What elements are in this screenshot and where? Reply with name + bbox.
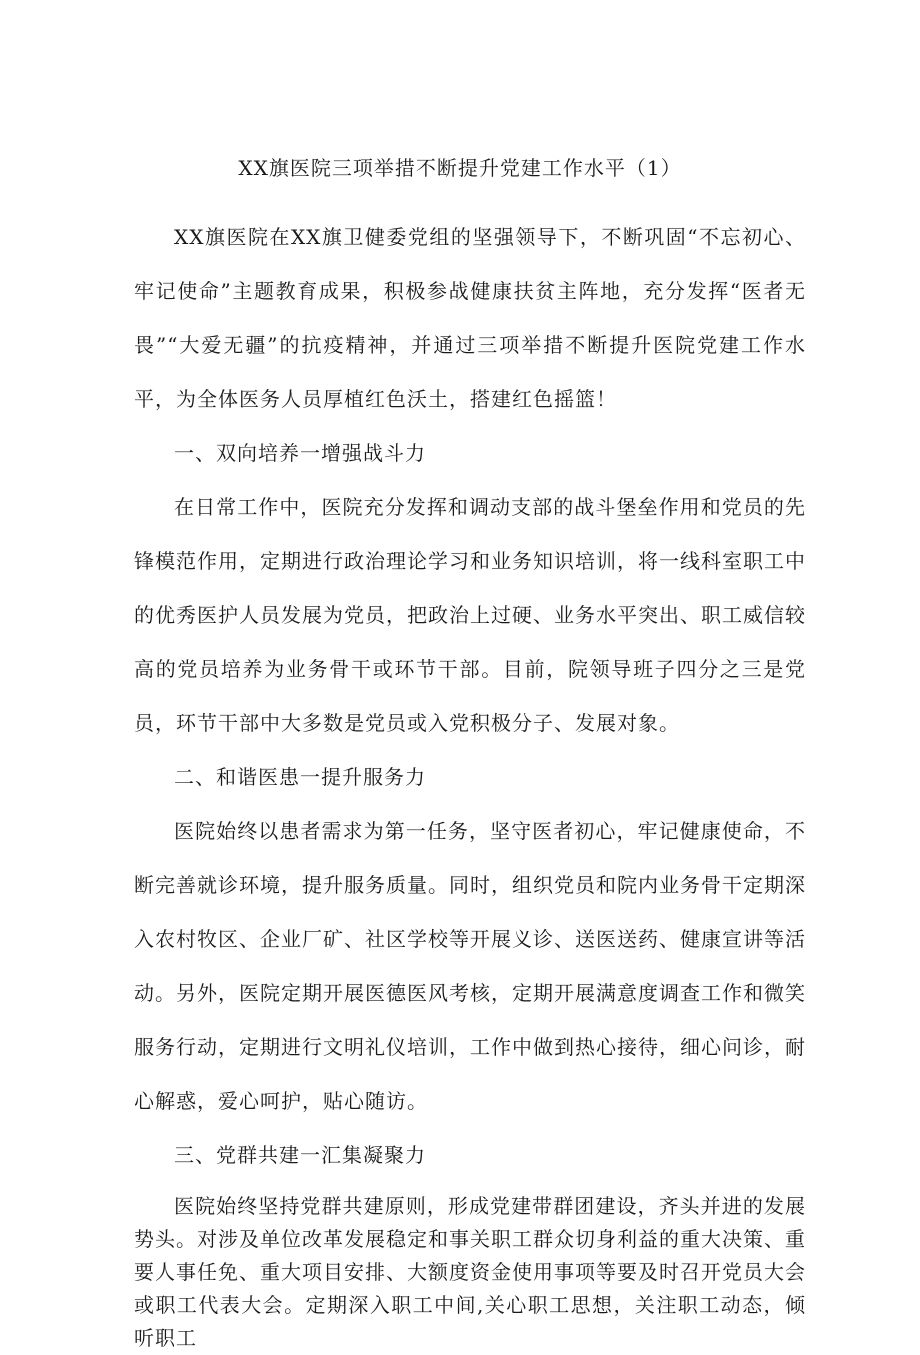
- section-body-3: 医院始终坚持党群共建原则，形成党建带群团建设，齐头并进的发展势头。对涉及单位改革发展稳定和事关职工群众切身利益的重大决策、重要人事任免、重大项目安排、大额度资金使用事项等要及时召开党员大会或职工代表大会。定期深入职工中间,关心职工思想，关注职工动态，倾听职工: [134, 1194, 806, 1350]
- section-body-1: 在日常工作中，医院充分发挥和调动支部的战斗堡垒作用和党员的先锋模范作用，定期进行政治理论学习和业务知识培训，将一线科室职工中的优秀医护人员发展为党员，把政治上过硬、业务水平突出、职工威信较高的党员培养为业务骨干或环节干部。目前，院领导班子四分之三是党员，环节干部中大多数是党员或入党积极分子、发展对象。: [134, 495, 806, 735]
- section-heading-2: 二、和谐医患一提升服务力: [174, 765, 426, 789]
- intro-paragraph: XX旗医院在XX旗卫健委党组的坚强领导下，不断巩固“不忘初心、牢记使命”主题教育成果，积极参战健康扶贫主阵地，充分发挥“医者无畏”“大爱无疆”的抗疫精神，并通过三项举措不断提升医院党建工作水平，为全体医务人员厚植红色沃土，搭建红色摇篮！: [134, 225, 806, 411]
- section-heading-3: 三、党群共建一汇集凝聚力: [174, 1143, 426, 1167]
- section-heading-1: 一、双向培养一增强战斗力: [174, 441, 426, 465]
- document-body: [134, 210, 806, 1355]
- document-title: XX旗医院三项举措不断提升党建工作水平（1）: [238, 156, 682, 180]
- section-body-2: 医院始终以患者需求为第一任务，坚守医者初心，牢记健康使命，不断完善就诊环境，提升服务质量。同时，组织党员和院内业务骨干定期深入农村牧区、企业厂矿、社区学校等开展义诊、送医送药、健康宣讲等活动。另外，医院定期开展医德医风考核，定期开展满意度调查工作和微笑服务行动，定期进行文明礼仪培训，工作中做到热心接待，细心问诊，耐心解惑，爱心呵护，贴心随访。: [134, 819, 806, 1113]
